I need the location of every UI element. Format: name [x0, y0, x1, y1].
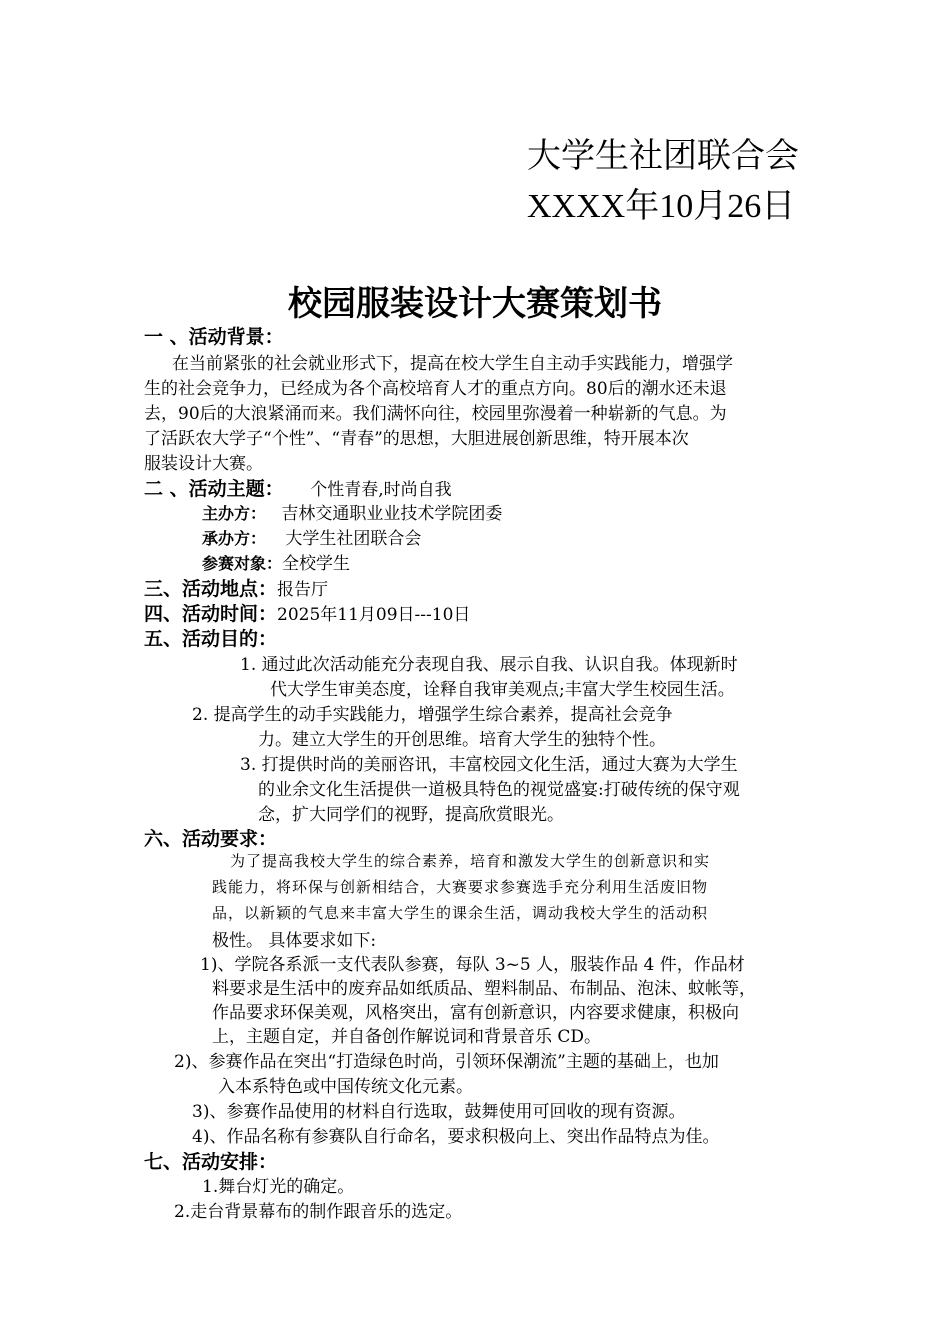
host-label: 主办方： — [202, 504, 267, 523]
paragraph-line: 了活跃农大学子“个性”、“青春”的思想，大胆进展创新思维，特开展本次 — [144, 429, 689, 449]
organizer-label: 承办方： — [202, 529, 267, 548]
heading-text: 三、活动地点： — [144, 578, 278, 600]
list-item: 代大学生审美态度，诠释自我审美观点;丰富大学生校园生活。 — [270, 680, 735, 700]
section-heading-background: 一 、活动背景： — [144, 326, 284, 348]
paragraph-line: 为了提高我校大学生的综合素养，培育和激发大学生的创新意识和实 — [230, 852, 711, 870]
target-row — [202, 549, 350, 574]
target-label: 参赛对象： — [202, 554, 283, 573]
section-heading-location — [144, 574, 328, 601]
target-value: 全校学生 — [282, 554, 351, 574]
heading-text: 二 、活动主题： — [144, 478, 284, 500]
organizer-value: 大学生社团联合会 — [285, 529, 422, 549]
organization-name: 大学生社团联合会 — [527, 136, 799, 176]
list-item: 念，扩大同学们的视野，提高欣赏眼光。 — [258, 805, 564, 825]
list-item: 4)、作品名称有参赛队自行命名，要求积极向上、突出作品特点为佳。 — [192, 1127, 720, 1147]
list-item: 2. 提高学生的动手实践能力，增强学生综合素养，提高社会竞争 — [192, 705, 673, 725]
paragraph-line: 极性。 具体要求如下: — [212, 931, 377, 951]
list-item: 2)、参赛作品在突出“打造绿色时尚，引领环保潮流”主题的基础上，也加 — [174, 1052, 719, 1072]
document-date: XXXX年10月26日 — [527, 188, 796, 225]
list-item: 2.走台背景幕布的制作跟音乐的选定。 — [174, 1202, 463, 1222]
section-heading-requirements: 六、活动要求： — [144, 828, 278, 850]
host-row — [202, 499, 502, 524]
list-item: 1.舞台灯光的确定。 — [202, 1177, 355, 1197]
host-value: 吉林交通职业业技术学院团委 — [281, 504, 503, 524]
paragraph-line: 品，以新颖的气息来丰富大学生的课余生活，调动我校大学生的活动积 — [212, 904, 709, 922]
list-item: 入本系特色或中国传统文化元素。 — [218, 1077, 473, 1097]
paragraph-line: 践能力，将环保与创新相结合，大赛要求参赛选手充分利用生活废旧物 — [212, 878, 709, 896]
section-heading-time — [144, 599, 470, 626]
list-item: 的业余文化生活提供一道极具特色的视觉盛宴:打破传统的保守观 — [258, 780, 740, 800]
list-item: 上，主题自定，并自备创作解说词和背景音乐 CD。 — [212, 1027, 602, 1047]
list-item: 1)、学院各系派一支代表队参赛，每队 3~5 人，服装作品 4 件，作品材 — [200, 955, 745, 975]
theme-value: 个性青春,时尚自我 — [310, 480, 452, 500]
list-item: 3)、参赛作品使用的材料自行选取，鼓舞使用可回收的现有资源。 — [192, 1102, 686, 1122]
paragraph-line: 在当前紧张的社会就业形式下，提高在校大学生自主动手实践能力，增强学 — [172, 354, 733, 374]
paragraph-line: 服装设计大赛。 — [144, 454, 263, 474]
document-title: 校园服装设计大赛策划书 — [288, 284, 662, 324]
organizer-row — [202, 524, 421, 549]
list-item: 力。建立大学生的开创思维。培育大学生的独特个性。 — [258, 730, 666, 750]
list-item: 料要求是生活中的废弃品如纸质品、塑料制品、布制品、泡沫、蚊帐等， — [212, 979, 756, 999]
paragraph-line: 去，90后的大浪紧涌而来。我们满怀向往，校园里弥漫着一种崭新的气息。为 — [144, 404, 727, 424]
list-item: 作品要求环保美观，风格突出，富有创新意识，内容要求健康，积极向 — [212, 1003, 739, 1023]
section-heading-purpose: 五、活动目的： — [144, 628, 278, 650]
location-value: 报告厅 — [277, 580, 329, 600]
section-heading-theme — [144, 474, 452, 501]
paragraph-line: 生的社会竞争力，已经成为各个高校培育人才的重点方向。80后的潮水还未退 — [144, 379, 727, 399]
list-item: 1. 通过此次活动能充分表现自我、展示自我、认识自我。体现新时 — [240, 655, 738, 675]
section-heading-arrangement: 七、活动安排： — [144, 1151, 278, 1173]
time-value: 2025年11月09日---10日 — [277, 605, 471, 625]
heading-text: 四、活动时间： — [144, 603, 278, 625]
list-item: 3. 打提供时尚的美丽咨讯，丰富校园文化生活，通过大赛为大学生 — [240, 755, 738, 775]
